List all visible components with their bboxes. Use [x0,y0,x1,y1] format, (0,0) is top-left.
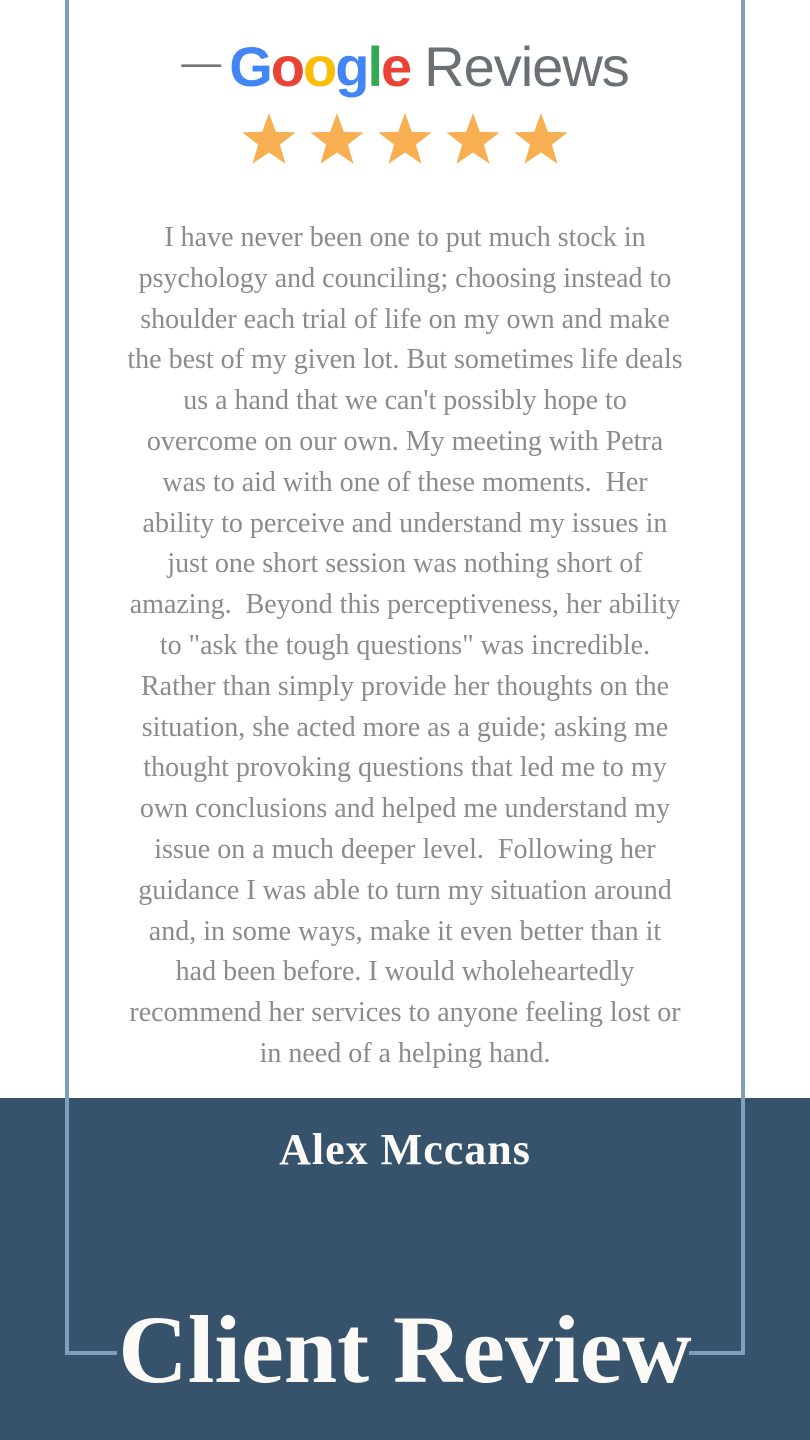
review-line: in need of a helping hand. [259,1037,551,1069]
star-icon [445,113,501,167]
review-line: was to aid with one of these moments. Her [162,466,648,498]
review-line: shoulder each trial of life on my own and make [140,303,670,335]
google-wordmark [229,34,410,99]
google-letter-e: e [381,35,411,98]
review-line: and, in some ways, make it even better than it [148,915,662,947]
review-line: situation, she acted more as a guide; asking me [141,711,669,743]
page-title: Client Review [118,1296,692,1403]
reviewer-name: Alex Mccans [279,1125,531,1174]
attribution-dash: — [181,41,222,85]
review-line: guidance I was able to turn my situation around [138,874,672,906]
review-line: to "ask the tough questions" was incredible. [159,629,651,661]
review-line: issue on a much deeper level. Following her [154,833,656,865]
review-line: had been before. I would wholeheartedly [175,956,635,988]
review-line: just one short session was nothing short of [167,548,643,580]
reviews-label: Reviews [424,35,629,98]
google-letter-g1: G [229,35,271,98]
star-icon [309,113,365,167]
google-letter-o1: o [270,35,303,98]
frame-border-right [741,0,745,1355]
review-line: psychology and counciling; choosing instead to [138,262,672,294]
review-line: I have never been one to put much stock in [164,222,646,253]
star-icon [513,113,569,167]
review-line: own conclusions and helped me understand my [139,793,671,825]
review-line: us a hand that we can't possibly hope to [183,385,627,417]
star-icon [377,113,433,167]
five-star-rating [0,113,810,167]
google-letter-l: l [367,35,381,98]
google-letter-o2: o [303,35,336,98]
google-letter-g2: g [335,35,368,98]
google-reviews-logo [0,34,810,99]
review-line: the best of my given lot. But sometimes life deals [127,344,683,376]
review-line: Rather than simply provide her thoughts on the [140,670,670,702]
review-line: ability to perceive and understand my issues in [142,507,668,539]
review-line: overcome on our own. My meeting with Petra [146,425,664,457]
review-text-block [75,218,735,1075]
review-line: amazing. Beyond this perceptiveness, her ability [129,589,681,621]
frame-border-left [65,0,69,1355]
review-line: recommend her services to anyone feeling lost or [129,997,681,1029]
star-icon [241,113,297,167]
review-line: thought provoking questions that led me to my [143,752,667,784]
